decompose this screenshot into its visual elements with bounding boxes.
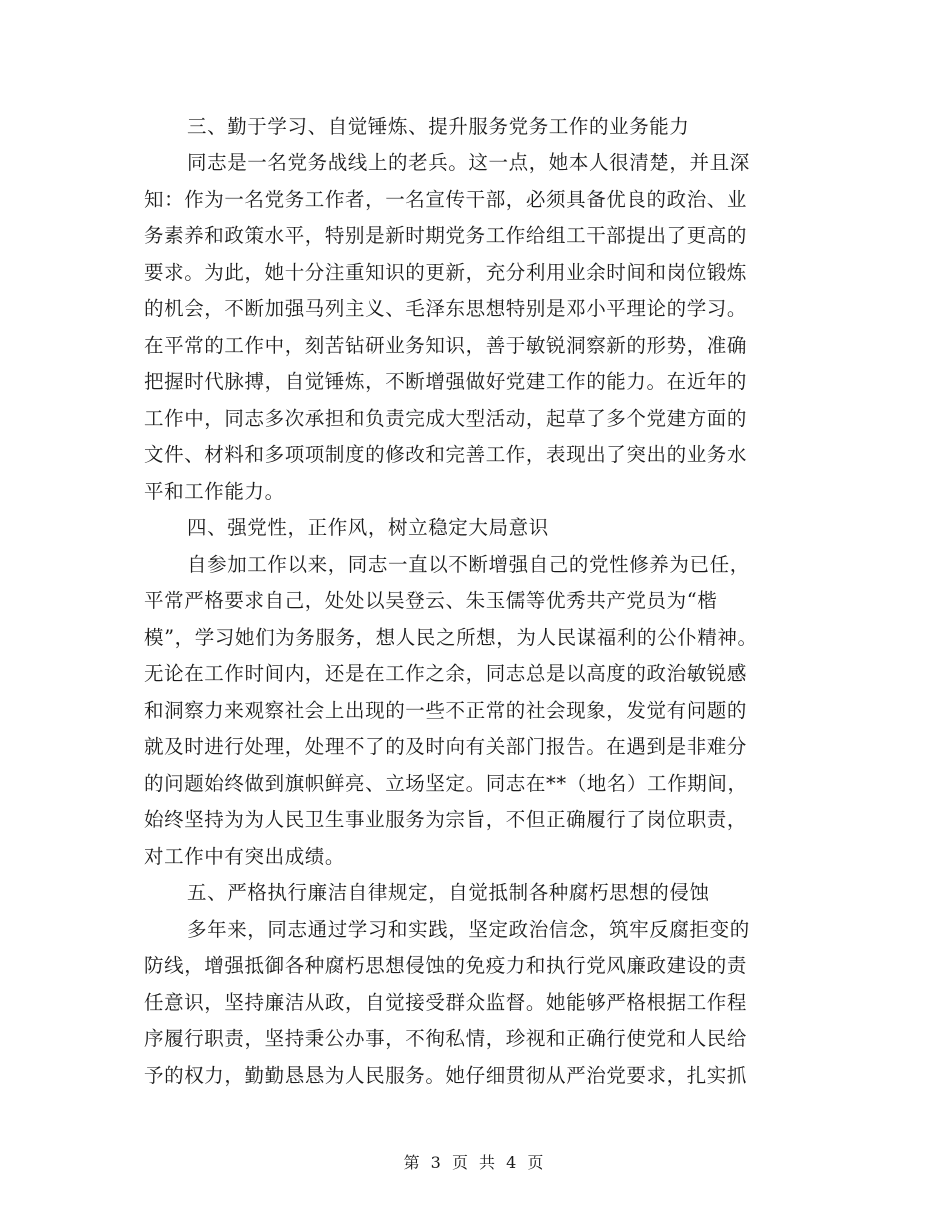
paragraph-line: 模”，学习她们为务服务，想人民之所想，为人民谋福利的公仆精神。 <box>144 626 758 649</box>
paragraph-line: 始终坚持为为人民卫生事业服务为宗旨，不但正确履行了岗位职责， <box>144 808 748 831</box>
paragraph-line: 予的权力，勤勤恳恳为人民服务。她仔细贯彻从严治党要求，扎实抓 <box>144 1064 748 1087</box>
paragraph-line: 就及时进行处理，处理不了的及时向有关部门报告。在遇到是非难分 <box>144 735 748 758</box>
paragraph-line: 工作中，同志多次承担和负责完成大型活动，起草了多个党建方面的 <box>144 407 748 430</box>
paragraph-line: 的问题始终做到旗帜鲜亮、立场坚定。同志在**（地名）工作期间， <box>144 772 748 795</box>
paragraph-line: 任意识，坚持廉洁从政，自觉接受群众监督。她能够严格根据工作程 <box>144 991 748 1014</box>
paragraph-line: 的机会，不断加强马列主义、毛泽东思想特别是邓小平理论的学习。 <box>144 297 748 320</box>
section-heading-5: 五、严格执行廉洁自律规定，自觉抵制各种腐朽思想的侵蚀 <box>187 881 710 904</box>
section-heading-4: 四、强党性，正作风，树立稳定大局意识 <box>187 516 549 539</box>
paragraph-line: 防线，增强抵御各种腐朽思想侵蚀的免疫力和执行党风廉政建设的责 <box>144 954 748 977</box>
paragraph-line: 自参加工作以来，同志一直以不断增强自己的党性修养为已任， <box>187 553 750 576</box>
paragraph-line: 知：作为一名党务工作者，一名宣传干部，必须具备优良的政治、业 <box>144 188 748 211</box>
paragraph-line: 文件、材料和多项项制度的修改和完善工作，表现出了突出的业务水 <box>144 443 748 466</box>
paragraph-line: 序履行职责，坚持秉公办事，不徇私情，珍视和正确行使党和人民给 <box>144 1027 748 1050</box>
paragraph-line: 多年来，同志通过学习和实践，坚定政治信念，筑牢反腐拒变的 <box>187 918 750 941</box>
paragraph-line: 无论在工作时间内，还是在工作之余，同志总是以高度的政治敏锐感 <box>144 662 748 685</box>
paragraph-line: 平常严格要求自己，处处以吴登云、朱玉儒等优秀共产党员为“楷 <box>144 589 718 612</box>
paragraph-line: 平和工作能力。 <box>144 480 285 503</box>
page-number-footer: 第 3 页 共 4 页 <box>403 1153 547 1172</box>
paragraph-line: 要求。为此，她十分注重知识的更新，充分利用业余时间和岗位锻炼 <box>144 261 748 284</box>
paragraph-line: 把握时代脉搏，自觉锤炼，不断增强做好党建工作的能力。在近年的 <box>144 370 748 393</box>
paragraph-line: 同志是一名党务战线上的老兵。这一点，她本人很清楚，并且深 <box>187 151 750 174</box>
section-heading-3: 三、勤于学习、自觉锤炼、提升服务党务工作的业务能力 <box>187 115 690 138</box>
paragraph-line: 在平常的工作中，刻苦钻研业务知识，善于敏锐洞察新的形势，准确 <box>144 334 748 357</box>
paragraph-line: 对工作中有突出成绩。 <box>144 845 346 868</box>
paragraph-line: 务素养和政策水平，特别是新时期党务工作给组工干部提出了更高的 <box>144 224 748 247</box>
paragraph-line: 和洞察力来观察社会上出现的一些不正常的社会现象，发觉有问题的 <box>144 699 748 722</box>
